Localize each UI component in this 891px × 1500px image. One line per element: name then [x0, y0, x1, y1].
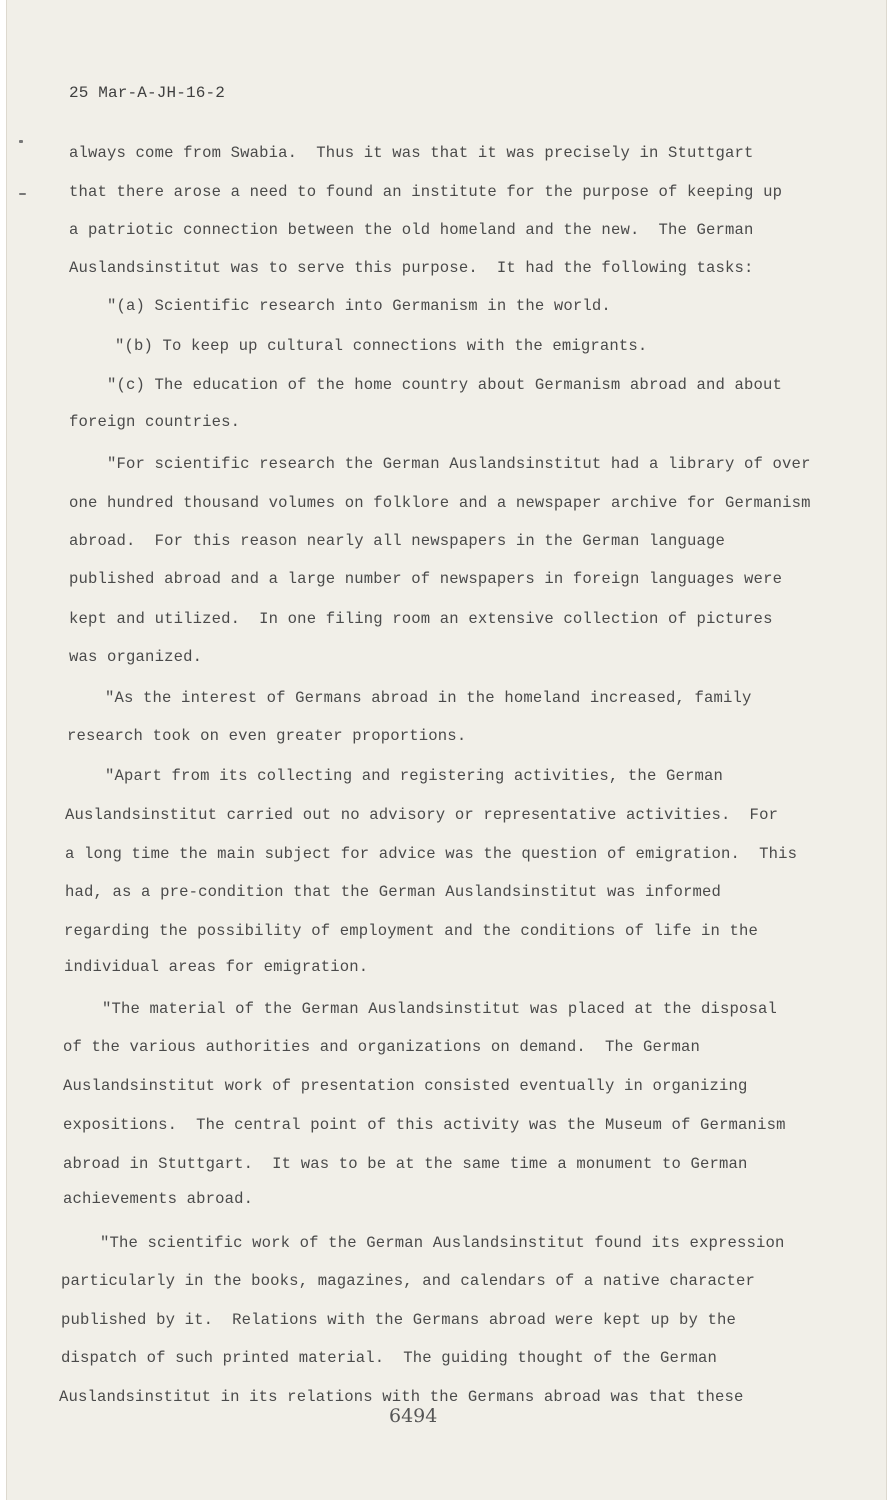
text-line: one hundred thousand volumes on folklore and a newspaper archive for Germanism — [69, 494, 811, 512]
text-line: kept and utilized. In one filing room an extensive collection of pictures — [69, 610, 773, 628]
text-line: of the various authorities and organizations on demand. The German — [63, 1038, 701, 1056]
text-line: "For scientific research the German Auslandsinstitut had a library of over — [107, 455, 811, 473]
text-line: a patriotic connection between the old homeland and the new. The German — [69, 221, 754, 239]
text-line: Auslandsinstitut in its relations with the Germans abroad was that these — [59, 1388, 744, 1406]
text-line: published by it. Relations with the Germans abroad were kept up by the — [61, 1311, 737, 1329]
text-line: published abroad and a large number of newspapers in foreign languages were — [69, 570, 783, 588]
text-line: "(a) Scientific research into Germanism in the world. — [107, 297, 611, 315]
text-line: always come from Swabia. Thus it was that it was precisely in Stuttgart — [69, 144, 754, 162]
text-line: abroad. For this reason nearly all newspapers in the German language — [69, 532, 726, 550]
margin-mark — [19, 140, 23, 143]
document-page — [6, 0, 887, 1500]
text-line: was organized. — [69, 648, 203, 666]
text-line: "(c) The education of the home country about Germanism abroad and about — [107, 376, 783, 394]
text-line: research took on even greater proportions. — [67, 727, 467, 745]
page-number: 6494 — [389, 1405, 438, 1427]
text-line: "The scientific work of the German Auslandsinstitut found its expression — [100, 1234, 785, 1252]
text-line: had, as a pre-condition that the German Auslandsinstitut was informed — [65, 883, 722, 901]
text-line: "Apart from its collecting and registering activities, the German — [105, 767, 724, 785]
text-line: Auslandsinstitut was to serve this purpose. It had the following tasks: — [69, 259, 754, 277]
text-line: particularly in the books, magazines, and calendars of a native character — [61, 1272, 756, 1290]
text-line: individual areas for emigration. — [64, 958, 369, 976]
text-line: regarding the possibility of employment and the conditions of life in the — [64, 922, 759, 940]
margin-mark — [19, 193, 26, 195]
document-reference-header: 25 Mar-A-JH-16-2 — [69, 84, 226, 102]
text-line: achievements abroad. — [63, 1190, 254, 1208]
text-line: "As the interest of Germans abroad in the homeland increased, family — [105, 689, 752, 707]
text-line: a long time the main subject for advice was the question of emigration. This — [65, 845, 798, 863]
text-line: "(b) To keep up cultural connections with the emigrants. — [115, 337, 648, 355]
text-line: Auslandsinstitut work of presentation consisted eventually in organizing — [63, 1077, 748, 1095]
text-line: Auslandsinstitut carried out no advisory or representative activities. For — [65, 806, 779, 824]
text-line: expositions. The central point of this activity was the Museum of Germanism — [63, 1116, 786, 1134]
text-line: that there arose a need to found an institute for the purpose of keeping up — [69, 183, 783, 201]
text-line: abroad in Stuttgart. It was to be at the same time a monument to German — [63, 1155, 748, 1173]
text-line: "The material of the German Auslandsinstitut was placed at the disposal — [102, 1000, 778, 1018]
text-line: foreign countries. — [69, 413, 241, 431]
text-line: dispatch of such printed material. The guiding thought of the German — [61, 1349, 718, 1367]
